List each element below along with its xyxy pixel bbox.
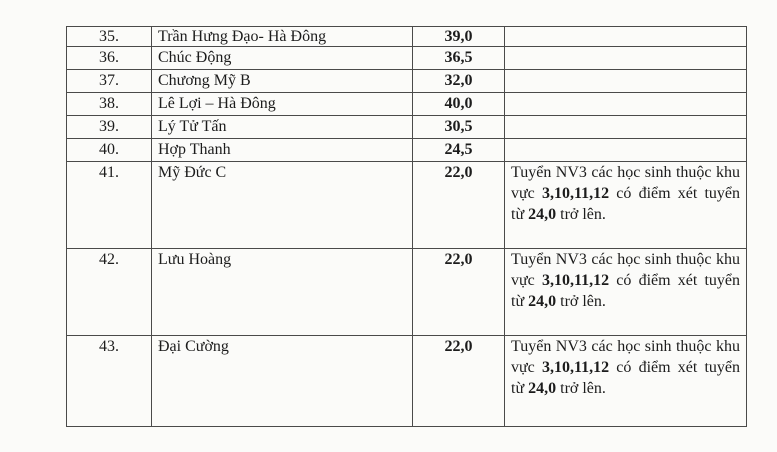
school-name: Hợp Thanh [152,139,413,162]
school-name: Trần Hưng Đạo- Hà Đông [152,27,413,47]
school-name: Mỹ Đức C [152,162,413,249]
table-row [67,336,747,427]
note-min-score: 24,0 [528,293,557,310]
table-row [67,116,747,139]
note-text: có điểm xét tuyển từ [511,272,741,310]
note-cell [505,27,747,47]
school-name: Lưu Hoàng [152,249,413,336]
note-text: trở lên. [560,380,606,397]
note-cell [505,70,747,93]
row-number: 35. [67,27,152,47]
table-row [67,27,747,47]
note-text: trở lên. [560,293,606,310]
row-number: 36. [67,47,152,70]
note-text: Tuyển NV3 các học sinh thuộc khu vực [511,338,740,376]
note-text: có điểm xét tuyển từ [511,359,741,397]
row-number: 43. [67,336,152,427]
school-name: Chúc Động [152,47,413,70]
note-min-score: 24,0 [528,206,557,223]
note-area-codes: 3,10,11,12 [541,272,610,289]
table-row [67,47,747,70]
table-row [67,249,747,336]
table-row [67,93,747,116]
school-name: Chương Mỹ B [152,70,413,93]
note-cell [505,47,747,70]
row-number: 40. [67,139,152,162]
note-cell [505,162,747,249]
row-number: 38. [67,93,152,116]
school-name: Lý Tử Tấn [152,116,413,139]
cutoff-score: 36,5 [413,47,505,70]
admission-score-table [66,26,747,427]
table-row [67,139,747,162]
cutoff-score: 22,0 [413,249,505,336]
cutoff-score: 32,0 [413,70,505,93]
table-row [67,70,747,93]
note-cell [505,249,747,336]
cutoff-score: 22,0 [413,162,505,249]
note-cell [505,336,747,427]
school-name: Lê Lợi – Hà Đông [152,93,413,116]
note-area-codes: 3,10,11,12 [541,185,610,202]
note-cell [505,93,747,116]
note-min-score: 24,0 [528,380,557,397]
cutoff-score: 30,5 [413,116,505,139]
note-cell [505,139,747,162]
note-text: trở lên. [560,206,606,223]
cutoff-score: 24,5 [413,139,505,162]
row-number: 39. [67,116,152,139]
note-cell [505,116,747,139]
note-text: có điểm xét tuyển từ [511,185,741,223]
cutoff-score: 40,0 [413,93,505,116]
row-number: 42. [67,249,152,336]
table-row [67,162,747,249]
note-area-codes: 3,10,11,12 [541,359,610,376]
cutoff-score: 39,0 [413,27,505,47]
note-text: Tuyển NV3 các học sinh thuộc khu vực [511,164,740,202]
row-number: 41. [67,162,152,249]
cutoff-score: 22,0 [413,336,505,427]
note-text: Tuyển NV3 các học sinh thuộc khu vực [511,251,740,289]
school-name: Đại Cường [152,336,413,427]
row-number: 37. [67,70,152,93]
